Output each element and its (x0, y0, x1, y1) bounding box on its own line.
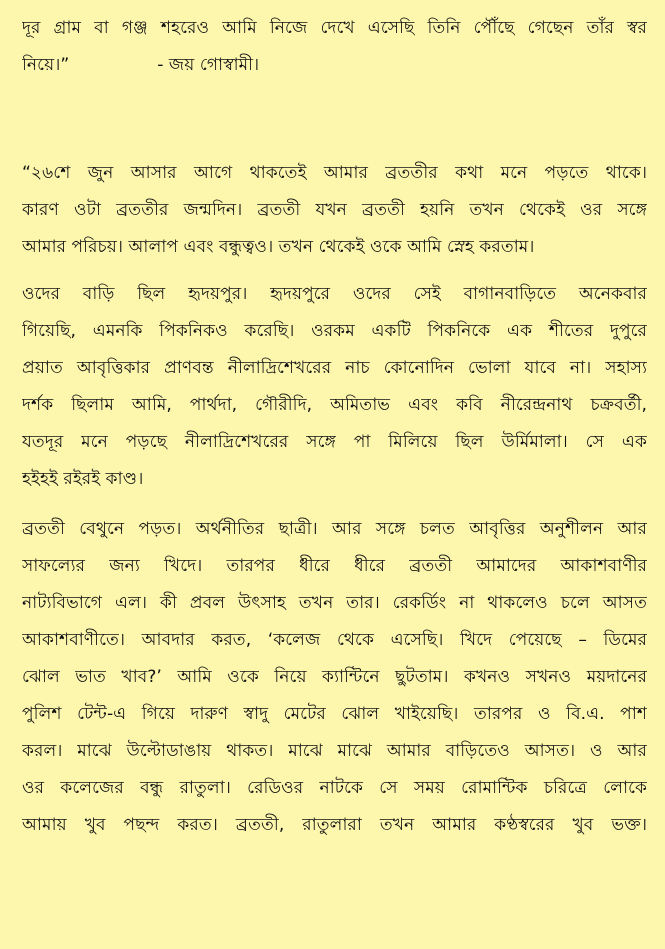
paragraph-line: সাফল্যের জন্য খিদে। তারপর ধীরে ধীরে ব্রততী আমাদের আকাশবাণীর (22, 556, 647, 576)
paragraph-line: আমার পরিচয়। আলাপ এবং বন্ধুত্বও। তখন থেকেই ওকে আমি স্নেহ করতাম। (22, 237, 535, 257)
paragraph-line: প্রয়াত আবৃত্তিকার প্রাণবন্ত নীলাদ্রিশেখরের নাচ কোনোদিন ভোলা যাবে না। সহাস্য (22, 358, 647, 378)
paragraph-line: ওদের বাড়ি ছিল হৃদয়পুর। হৃদয়পুরে ওদের সেই বাগানবাড়িতে অনেকবার (22, 284, 647, 304)
quote-attribution: - জয় গোস্বামী। (157, 55, 260, 75)
paragraph-line: আকাশবাণীতে। আবদার করত, ‘কলেজ থেকে এসেছি। খিদে পেয়েছে – ডিমের (22, 630, 647, 650)
paragraph-line: নাট্যবিভাগে এল। কী প্রবল উৎসাহ তখন তার। রেকর্ডিং না থাকলেও চলে আসত (22, 593, 647, 613)
quote-line-text: নিয়ে।” (22, 55, 70, 75)
paragraph-line: ওর কলেজের বন্ধু রাতুলা। রেডিওর নাটকে সে সময় রোমান্টিক চরিত্রে লোকে (22, 778, 647, 798)
paragraph (22, 511, 647, 844)
paragraph-line: কারণ ওটা ব্রততীর জন্মদিন। ব্রততী যখন ব্রততী হয়নি তখন থেকেই ওর সঙ্গে (22, 200, 647, 220)
paragraph-line: পুলিশ টেন্ট-এ গিয়ে দারুণ স্বাদু মেটের ঝোল খাইয়েছি। তারপর ও বি.এ. পাশ (22, 704, 647, 724)
quote-line: দূর গ্রাম বা গঞ্জ শহরেও আমি নিজে দেখে এসেছি তিনি পৌঁছে গেছেন তাঁর স্বর (22, 18, 647, 38)
paragraph-line: যতদূর মনে পড়ছে নীলাদ্রিশেখরের সঙ্গে পা মিলিয়ে ছিল উর্মিমালা। সে এক (22, 432, 647, 452)
paragraph-line: করল। মাঝে উল্টোডাঙায় থাকত। মাঝে মাঝে আমার বাড়িতেও আসত। ও আর (22, 741, 647, 761)
paragraph-line: ঝোল ভাত খাব?’ আমি ওকে নিয়ে ক্যান্টিনে ছুটতাম। কখনও সখনও ময়দানের (22, 667, 647, 687)
paragraph-line: ব্রততী বেথুনে পড়ত। অর্থনীতির ছাত্রী। আর সঙ্গে চলত আবৃত্তির অনুশীলন আর (22, 519, 647, 539)
paragraph-line: আমায় খুব পছন্দ করত। ব্রততী, রাতুলারা তখন আমার কণ্ঠস্বরের খুব ভক্ত। (22, 815, 647, 835)
paragraph-line: হইহই রইরই কাণ্ড। (22, 469, 144, 489)
paragraph-line: “২৬শে জুন আসার আগে থাকতেই আমার ব্রততীর কথা মনে পড়তে থাকে। (22, 163, 647, 183)
paragraph-line: দর্শক ছিলাম আমি, পার্থদা, গৌরীদি, অমিতাভ এবং কবি নীরেন্দ্রনাথ চক্রবর্তী, (22, 395, 647, 415)
paragraph-line: গিয়েছি, এমনকি পিকনিকও করেছি। ওরকম একটি পিকনিকে এক শীতের দুপুরে (22, 321, 647, 341)
quote-line (22, 47, 647, 84)
quote-block (22, 10, 647, 84)
paragraph (22, 155, 647, 266)
paragraph (22, 276, 647, 498)
